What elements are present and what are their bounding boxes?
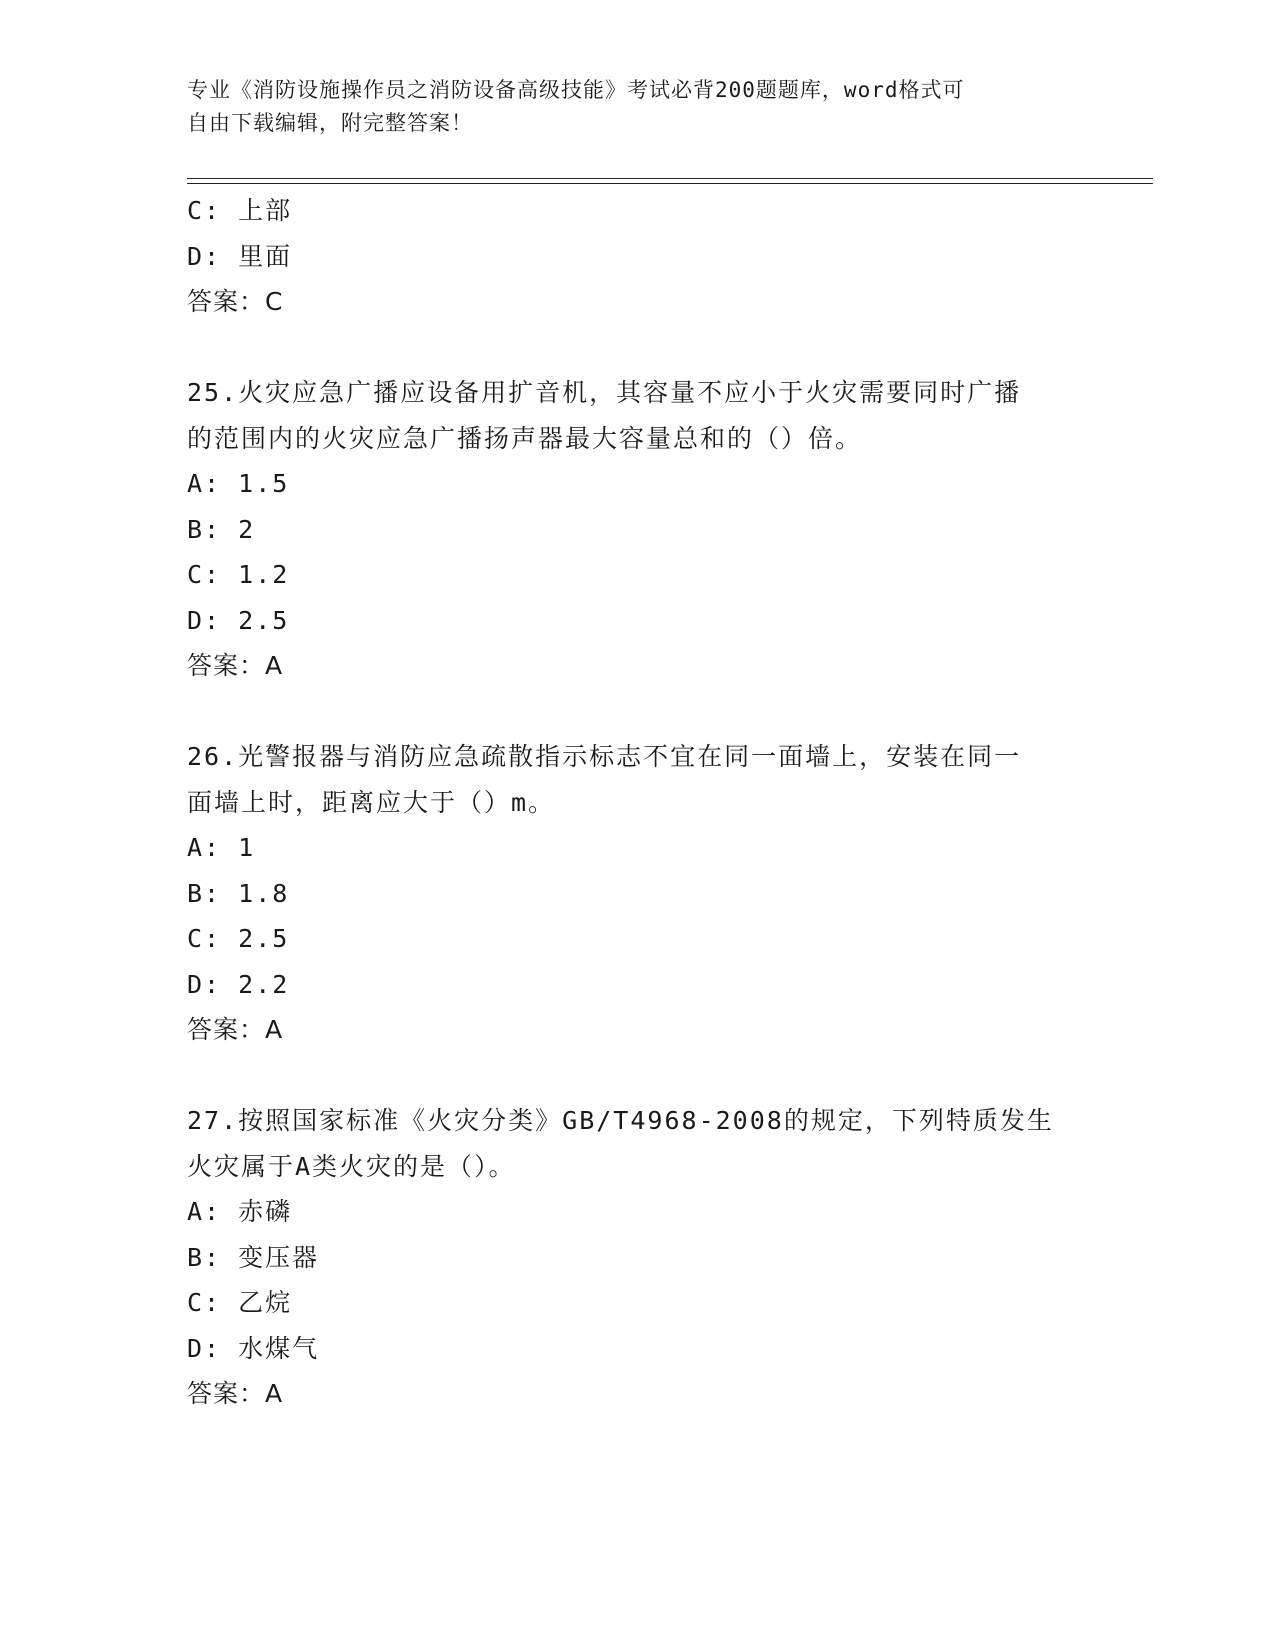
question-27 [187, 1098, 1067, 1417]
option-a: A: 1.5 [187, 469, 290, 498]
spacer [187, 325, 1067, 371]
carryover-question [187, 188, 1067, 325]
option-d: D: 2.5 [187, 605, 290, 635]
question-stem-continued: 面墙上时，距离应大于（）m。 [187, 787, 556, 817]
option-c: C: 1.2 [187, 560, 290, 589]
option-d: D: 水煤气 [187, 1333, 320, 1363]
option-a: A: 赤磷 [187, 1197, 293, 1226]
option-a: A: 1 [187, 833, 256, 862]
question-stem-continued: 火灾属于A类火灾的是（）。 [187, 1151, 516, 1181]
question-stem-continued: 的范围内的火灾应急广播扬声器最大容量总和的（）倍。 [187, 423, 863, 453]
option-c: C: 2.5 [187, 924, 290, 953]
question-list [187, 188, 1067, 1417]
answer-line: 答案：C [187, 287, 284, 316]
option-b: B: 变压器 [187, 1242, 320, 1272]
document-header [187, 74, 1067, 140]
option-d: D: 2.2 [187, 969, 290, 999]
header-line-1: 专业《消防设施操作员之消防设备高级技能》考试必背200题题库，word格式可 [187, 78, 965, 102]
spacer [187, 689, 1067, 735]
answer-line: 答案：A [187, 651, 284, 680]
answer-line: 答案：A [187, 1379, 284, 1408]
option-d: D: 里面 [187, 241, 293, 271]
header-line-2: 自由下载编辑，附完整答案！ [187, 111, 473, 135]
option-c: C: 乙烷 [187, 1288, 293, 1317]
option-b: B: 1.8 [187, 878, 290, 908]
spacer [187, 1053, 1067, 1099]
question-25 [187, 370, 1067, 689]
answer-line: 答案：A [187, 1015, 284, 1044]
question-stem: 25.火灾应急广播应设备用扩音机，其容量不应小于火灾需要同时广播 [187, 378, 1022, 407]
header-divider-top [187, 178, 1153, 179]
question-stem: 26.光警报器与消防应急疏散指示标志不宜在同一面墙上，安装在同一 [187, 742, 1022, 771]
option-b: B: 2 [187, 514, 256, 544]
header-divider-bottom [187, 183, 1153, 184]
question-26 [187, 734, 1067, 1053]
option-c: C: 上部 [187, 196, 293, 225]
question-stem: 27.按照国家标准《火灾分类》GB/T4968-2008的规定，下列特质发生 [187, 1106, 1054, 1135]
